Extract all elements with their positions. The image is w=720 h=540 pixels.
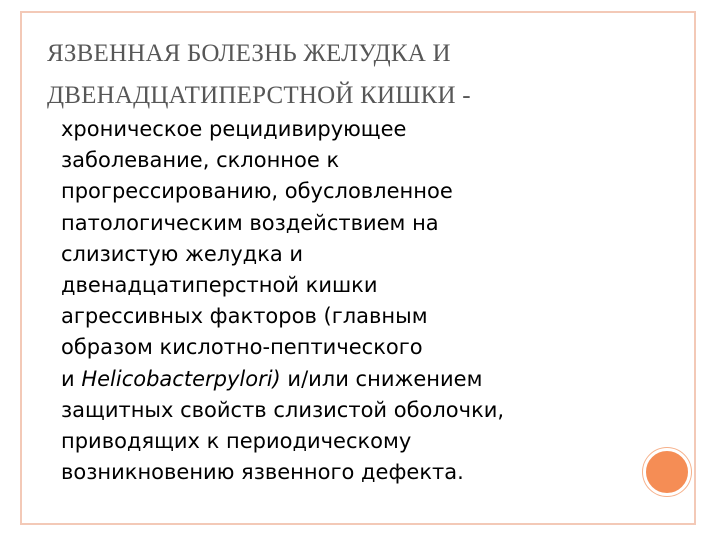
body-line-4: патологическим воздействием на	[61, 210, 439, 235]
body-line-7: агрессивных факторов (главным	[61, 304, 428, 329]
body-line-11: приводящих к периодическому	[61, 429, 412, 454]
body-line-9-prefix: и	[61, 366, 82, 391]
helicobacter-italic-text: Helicobacterpylori)	[81, 366, 281, 391]
body-line-1: хроническое рецидивирующее	[61, 117, 407, 141]
body-line-10: защитных свойств слизистой оболочки,	[61, 397, 505, 422]
definition-text	[61, 114, 661, 488]
body-line-9-suffix: и/или снижением	[280, 366, 483, 391]
title-line-2: ДВЕНАДЦАТИПЕРСТНОЙ КИШКИ -	[47, 82, 471, 109]
title-line-1: ЯЗВЕННАЯ БОЛЕЗНЬ ЖЕЛУДКА И	[47, 40, 451, 67]
body-line-5: слизистую желудка и	[61, 241, 304, 266]
orange-circle-decoration	[643, 448, 691, 496]
body-line-12: возникновению язвенного дефекта.	[61, 460, 464, 485]
body-line-3: прогрессированию, обусловленное	[61, 179, 453, 204]
body-line-9	[61, 364, 661, 395]
body-line-2: заболевание, склонное к	[61, 148, 340, 173]
body-line-8: образом кислотно-пептического	[61, 335, 423, 360]
slide-title	[47, 33, 667, 117]
body-line-6: двенадцатиперстной кишки	[61, 273, 378, 298]
